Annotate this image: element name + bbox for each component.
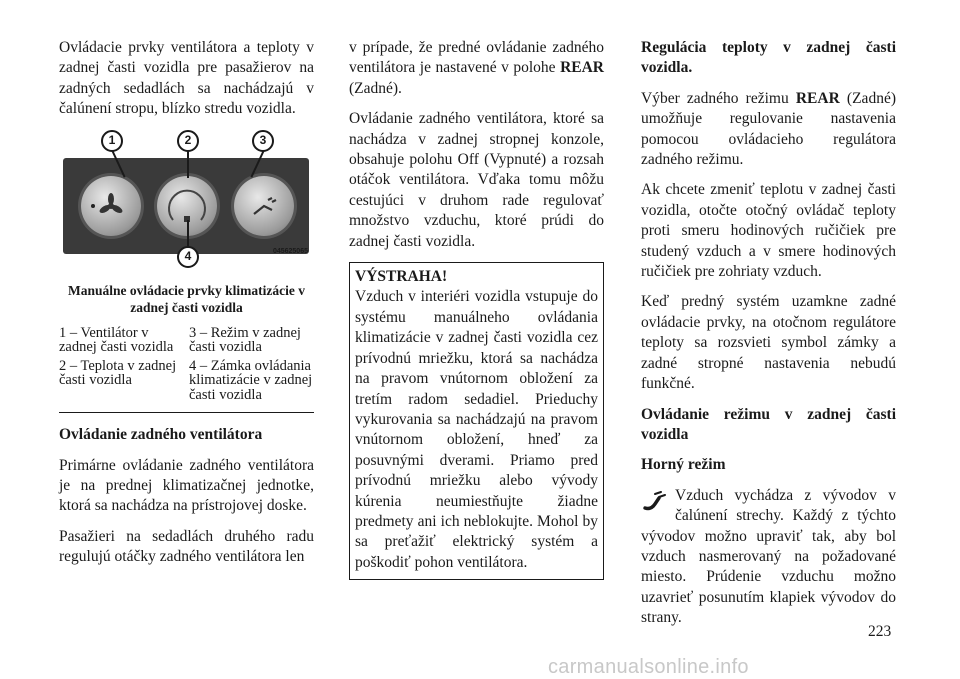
paragraph: Primárne ovládanie zadného ventilátora je na prednej klimatizačnej jednotke, ktorá sa nachádza na prístrojovej doske.: [59, 456, 314, 515]
watermark: carmanualsonline.info: [548, 656, 749, 678]
legend-item-1: 1 – Ventilátor v zadnej časti vozidla: [59, 324, 174, 356]
rear-climate-figure: [59, 130, 314, 280]
section-heading-rear-temp: Regulácia teploty v zadnej časti vozidla.: [641, 39, 896, 77]
intro-paragraph: Ovládacie prvky ventilátora a teploty v zadnej časti vozidla pre pasažierov na zadných sedadlách sa nachádzajú v čalúnení stropu, blízko stredu vozidla.: [59, 39, 314, 118]
figure-caption: Manuálne ovládacie prvky klimatizácie v zadnej časti vozidla: [68, 282, 305, 315]
legend-item-3: 3 – Režim v zadnej časti vozidla: [189, 324, 301, 356]
bold-term: REAR: [795, 89, 840, 107]
section-heading-rear-mode: Ovládanie režimu v zadnej časti vozidla: [641, 405, 896, 443]
callout-3: 3: [252, 130, 274, 152]
subheading-upper-mode: Horný režim: [641, 456, 726, 474]
mode-knob: [234, 176, 294, 236]
callout-1: 1: [101, 130, 123, 152]
fan-icon: [81, 176, 141, 236]
bold-term: REAR: [560, 59, 604, 77]
figure-legend: [59, 326, 314, 414]
paragraph: Keď predný systém uzamkne zadné ovládacie prvky, na otočnom regulátore teploty sa rozsvieti symbol zámky a zadné stropné nastavenia nebudú funkčné.: [641, 293, 896, 393]
airflow-mode-icon: [234, 176, 294, 236]
right-column: [641, 38, 896, 629]
paragraph: Pasažieri na sedadlách druhého radu regulujú otáčky zadného ventilátora len: [59, 527, 314, 566]
paragraph: Výber zadného režimu REAR (Zadné) umožňuje regulovanie nastavenia pomocou ovládacieho regulátora zadného režimu.: [641, 89, 896, 169]
callout-4: 4: [177, 246, 199, 268]
section-heading-rear-fan: Ovládanie zadného ventilátora: [59, 426, 263, 444]
fan-knob: [81, 176, 141, 236]
paragraph: v prípade, že predné ovládanie zadného ventilátora je nastavené v polohe REAR (Zadné).: [349, 39, 604, 97]
warning-title: VÝSTRAHA!: [355, 268, 448, 286]
left-column: [59, 38, 314, 578]
warning-box: [349, 262, 604, 580]
legend-item-4: 4 – Zámka ovládania klimatizácie v zadnej časti vozidla: [189, 357, 313, 403]
callout-2: 2: [177, 130, 199, 152]
legend-item-2: 2 – Teplota v zadnej časti vozidla: [59, 357, 177, 389]
figure-code: 045625065: [272, 247, 308, 255]
upper-mode-airflow-icon: [641, 490, 669, 514]
middle-column: [349, 38, 604, 580]
page-number: 223: [868, 623, 892, 640]
warning-text: Vzduch v interiéri vozidla vstupuje do systému manuálneho ovládania klimatizácie v zadnej časti vozidla cez prívodnú mriežku, ktorá sa nachádza na pravom vnútornom obložení za tretím radom sedadiel. Prieduchy vykurovania sa nachádzajú na pravom vnútornom obložení, hneď za posuvnými dverami. Priamo pred prívodnú mriežku alebo vývody kúrenia neumiestňujte žiadne predmety ani ich neblokujte. Mohol by sa preťažiť elektrický systém a poškodiť pohon ventilátora.: [355, 288, 598, 571]
upper-mode-paragraph: Vzduch vychádza z vývodov v čalúnení strechy. Každý z týchto vývodov možno upraviť tak, aby bol vzduch nasmerovaný na požadované miesto. Prúdenie vzduchu možno uzavrieť posunutím klapiek vývodov do strany.: [641, 486, 896, 627]
paragraph: Ak chcete zmeniť teplotu v zadnej časti vozidla, otočte otočný ovládač teploty proti smeru hodinových ručičiek pre studený vzduch a v smere hodinových ručičiek pre zohriaty vzduch.: [641, 181, 896, 281]
paragraph: Ovládanie zadného ventilátora, ktoré sa nachádza v zadnej stropnej konzole, obsahuje polohu Off (Vypnuté) a rozsah otáčok ventilátora. Vďaka tomu môžu cestujúci v druhom rade regulovať množstvo vzduchu, ktoré prúdi do zadnej časti vozidla.: [349, 110, 604, 250]
